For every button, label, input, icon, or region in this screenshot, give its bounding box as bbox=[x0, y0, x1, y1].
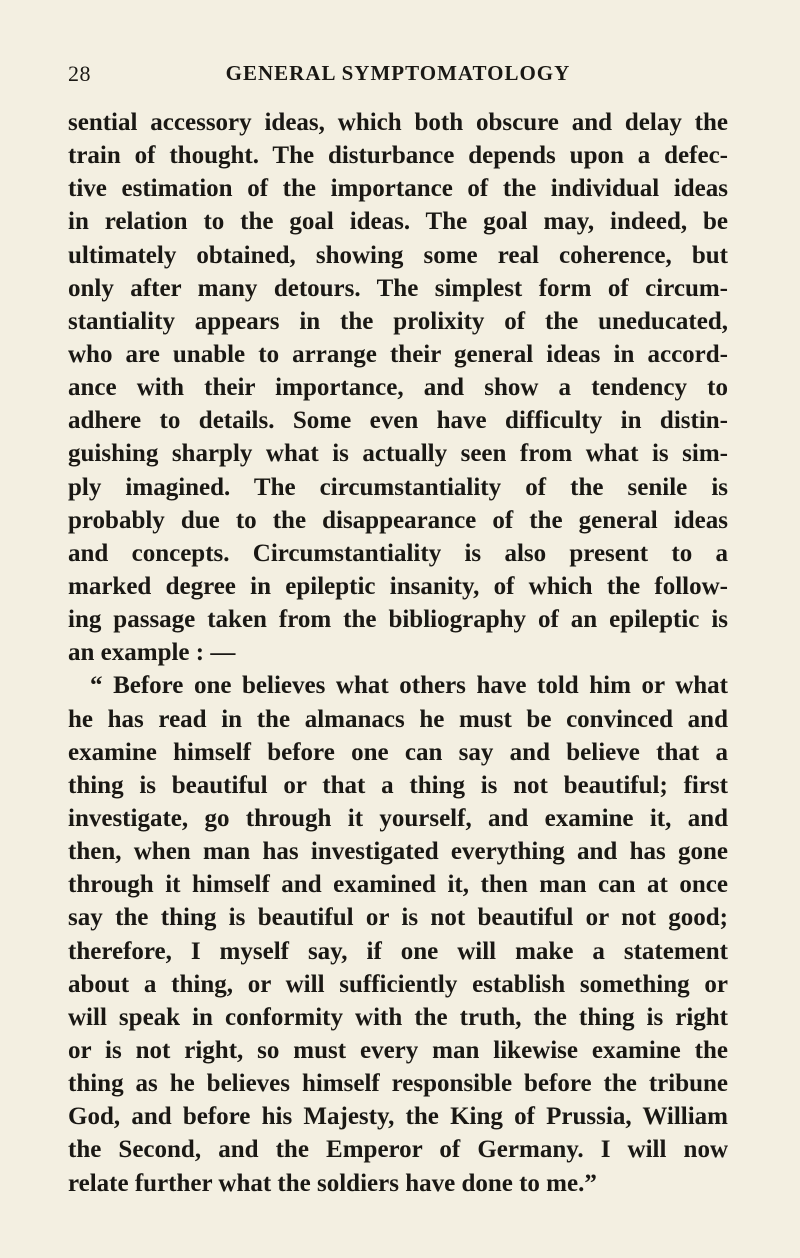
quote-line: therefore, I myself say, if one will make a statement bbox=[68, 937, 728, 965]
text-line: only after many detours. The simplest form of circum- bbox=[68, 274, 728, 302]
text-line: ultimately obtained, showing some real coherence, but bbox=[68, 241, 728, 269]
text-line: probably due to the disappearance of the general ideas bbox=[68, 506, 728, 534]
quote-line: then, when man has investigated everything and has gone bbox=[68, 838, 728, 866]
quote-line: will speak in conformity with the truth, the thing is right bbox=[68, 1003, 728, 1031]
text-line: adhere to details. Some even have difficulty in distin- bbox=[68, 407, 728, 435]
quote-line: say the thing is beautiful or is not beautiful or not good; bbox=[68, 904, 728, 932]
text-line: train of thought. The disturbance depends upon a defec- bbox=[68, 142, 728, 170]
quote-line: thing is beautiful or that a thing is not beautiful; first bbox=[68, 771, 728, 799]
text-line: ply imagined. The circumstantiality of the senile is bbox=[68, 473, 728, 501]
quote-line: about a thing, or will sufficiently establish something or bbox=[68, 970, 728, 998]
text-line: ance with their importance, and show a tendency to bbox=[68, 374, 728, 402]
text-line: who are unable to arrange their general ideas in accord- bbox=[68, 340, 728, 368]
quote-line: investigate, go through it yourself, and examine it, and bbox=[68, 804, 728, 832]
quote-line: “ Before one believes what others have told him or what bbox=[90, 672, 728, 700]
running-head bbox=[68, 0, 728, 90]
text-line: marked degree in epileptic insanity, of which the follow- bbox=[68, 572, 728, 600]
text-line: in relation to the goal ideas. The goal may, indeed, be bbox=[68, 208, 728, 236]
running-title: GENERAL SYMPTOMATOLOGY bbox=[225, 61, 571, 85]
text-line: tive estimation of the importance of the individual ideas bbox=[68, 175, 728, 203]
body-text bbox=[68, 106, 728, 1200]
text-line: sential accessory ideas, which both obscure and delay the bbox=[68, 109, 728, 136]
text-line: guishing sharply what is actually seen from what is sim- bbox=[68, 440, 728, 468]
quote-line: examine himself before one can say and believe that a bbox=[68, 738, 728, 766]
quote-line: he has read in the almanacs he must be convinced and bbox=[68, 705, 728, 733]
quote-line: thing as he believes himself responsible before the tribune bbox=[68, 1070, 728, 1098]
text-line: an example : — bbox=[68, 639, 236, 667]
text-line: ing passage taken from the bibliography of an epileptic is bbox=[68, 606, 728, 634]
quote-line: God, and before his Majesty, the King of Prussia, William bbox=[68, 1103, 728, 1131]
page-number: 28 bbox=[68, 61, 91, 86]
quote-line: relate further what the soldiers have done to me.” bbox=[68, 1169, 597, 1197]
quote-line: or is not right, so must every man likewise examine the bbox=[68, 1036, 728, 1064]
quote-line: the Second, and the Emperor of Germany. I will now bbox=[68, 1136, 728, 1164]
quote-line: through it himself and examined it, then man can at once bbox=[68, 871, 728, 899]
text-line: stantiality appears in the prolixity of the uneducated, bbox=[68, 307, 728, 335]
text-line: and concepts. Circumstantiality is also present to a bbox=[68, 539, 728, 567]
book-page bbox=[68, 0, 728, 1197]
